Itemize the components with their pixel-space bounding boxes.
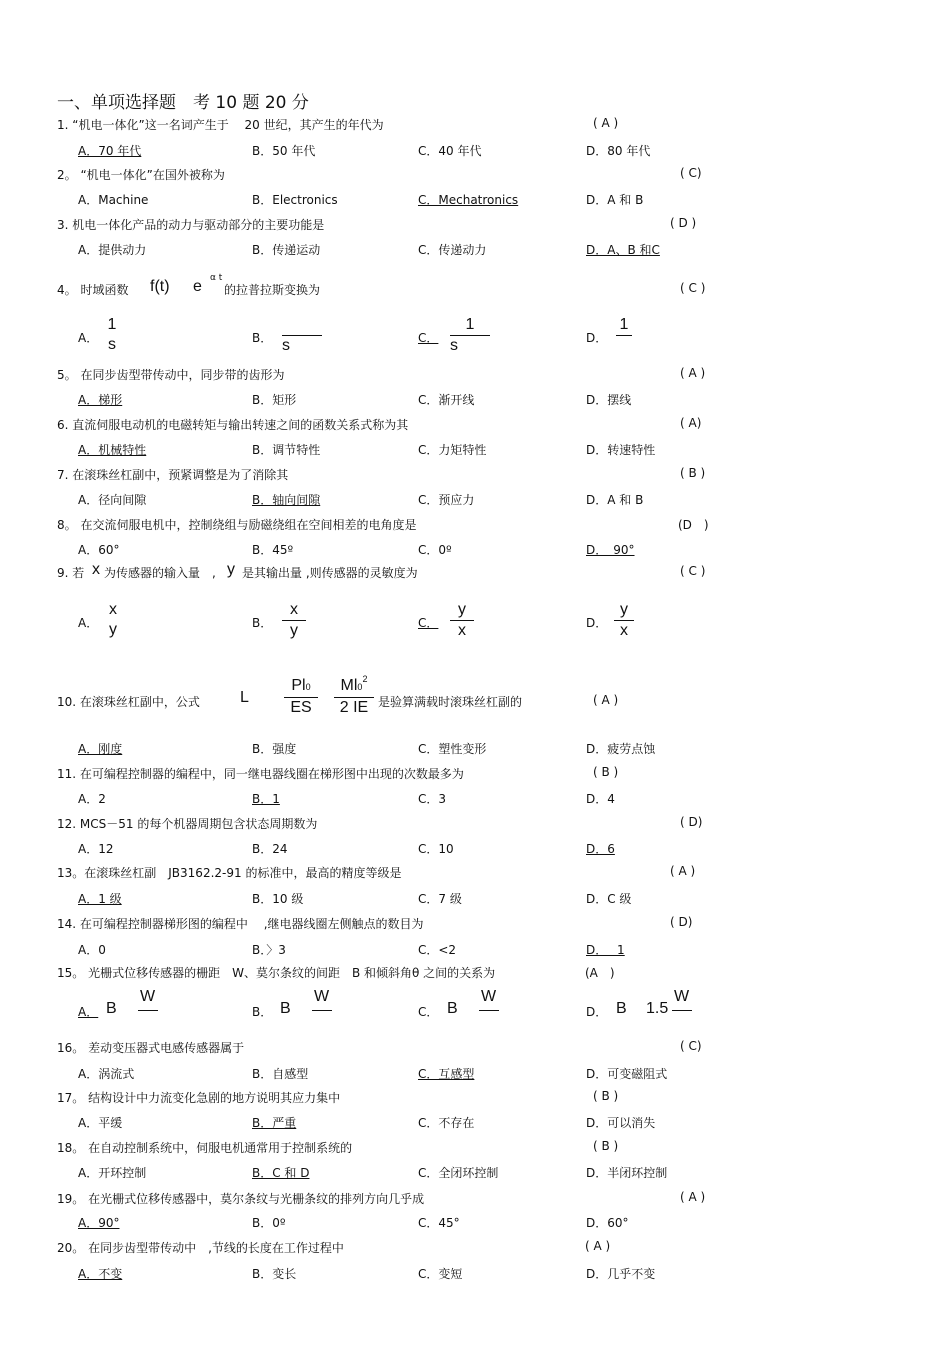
q14-option-b: B．〉3 — [252, 943, 286, 957]
question-9-stem-b: 为传感器的输入量 , — [104, 566, 216, 580]
q5-option-d: D．摆线 — [586, 393, 632, 407]
question-14-answer: ( D) — [670, 915, 693, 929]
question-16-stem: 16。 差动变压器式电感传感器属于 — [57, 1041, 245, 1055]
question-6-answer: ( A) — [680, 416, 702, 430]
q13-option-d: D．C 级 — [586, 892, 632, 906]
question-3-answer: ( D ) — [670, 216, 697, 230]
q9-option-b-fraction: $\frac{x}{y}$ — [282, 600, 306, 641]
q8-option-c: C．0º — [418, 543, 452, 557]
q7-option-c: C．预应力 — [418, 493, 475, 507]
q20-option-b: B．变长 — [252, 1267, 297, 1281]
q7-option-b: B．轴向间隙 — [252, 493, 321, 507]
q6-option-c: C．力矩特性 — [418, 443, 487, 457]
q9-option-c-label: C． — [418, 616, 439, 630]
q15-option-d-W: W — [674, 988, 690, 1005]
q1-option-d: D．80 年代 — [586, 144, 651, 158]
question-1-stem: 1. “机电一体化”这一名词产生于 20 世纪，其产生的年代为 — [57, 118, 384, 132]
q20-option-d: D．几乎不变 — [586, 1267, 656, 1281]
q17-option-b: B．严重 — [252, 1116, 297, 1130]
q1-option-a: A．70 年代 — [78, 144, 142, 158]
q11-option-c: C．3 — [418, 792, 447, 806]
q6-option-d: D．转速特性 — [586, 443, 656, 457]
question-19-answer: ( A ) — [680, 1190, 706, 1204]
q4-option-b-label: B． — [252, 331, 273, 345]
question-14-stem: 14. 在可编程控制器梯形图的编程中 ,继电器线圈左侧触点的数目为 — [57, 917, 424, 931]
q15-option-b-fraction-bar — [312, 1010, 332, 1011]
q10-option-b: B．强度 — [252, 742, 297, 756]
question-19-stem: 19。 在光栅式位移传感器中，莫尔条纹与光栅条纹的排列方向几乎成 — [57, 1192, 425, 1206]
question-9-answer: ( C ) — [680, 564, 706, 578]
q4-option-a-label: A． — [78, 331, 99, 345]
question-13-answer: ( A ) — [670, 864, 696, 878]
q13-option-a: A．1 级 — [78, 892, 122, 906]
q4-option-b-fraction: s — [282, 315, 322, 356]
q17-option-c: C．不存在 — [418, 1116, 475, 1130]
question-9-stem-a: 9. 若 — [57, 566, 85, 580]
q12-option-c: C．10 — [418, 842, 454, 856]
q20-option-a: A．不变 — [78, 1267, 123, 1281]
q11-option-b: B．1 — [252, 792, 280, 806]
q13-option-b: B．10 级 — [252, 892, 304, 906]
q10-option-c: C．塑性变形 — [418, 742, 487, 756]
q15-option-c-label: C． — [418, 1005, 439, 1019]
q3-option-c: C．传递动力 — [418, 243, 487, 257]
q2-option-a: A．Machine — [78, 193, 149, 207]
question-12-stem: 12. MCS－51 的每个机器周期包含状态周期数为 — [57, 817, 318, 831]
question-18-stem: 18。 在自动控制系统中，伺服电机通常用于控制系统的 — [57, 1141, 353, 1155]
q13-option-c: C．7 级 — [418, 892, 462, 906]
question-10-stem-a: 10. 在滚珠丝杠副中，公式 — [57, 695, 200, 709]
q14-option-a: A．0 — [78, 943, 106, 957]
q14-option-d — [586, 941, 625, 958]
q3-option-d: D．A、B 和C — [586, 243, 660, 257]
q4-exponent: α t — [210, 273, 223, 283]
q18-option-c: C．全闭环控制 — [418, 1166, 499, 1180]
q9-option-a-fraction: x y — [109, 601, 117, 638]
q20-option-c: C．变短 — [418, 1267, 463, 1281]
q15-option-d-label: D． — [586, 1005, 608, 1019]
q11-option-a: A．2 — [78, 792, 106, 806]
q3-option-a: A．提供动力 — [78, 243, 147, 257]
q15-option-c-fraction-bar — [479, 1010, 499, 1011]
q15-option-d-coefficient: 1.5 — [646, 1000, 669, 1017]
q1-option-c: C．40 年代 — [418, 144, 482, 158]
q12-option-b: B．24 — [252, 842, 288, 856]
q10-formula-L: L — [240, 689, 249, 706]
question-18-answer: ( B ) — [593, 1139, 619, 1153]
q15-option-a-B: B — [106, 1000, 117, 1017]
question-11-stem: 11. 在可编程控制器的编程中，同一继电器线圈在梯形图中出现的次数最多为 — [57, 767, 464, 781]
q18-option-a: A．开环控制 — [78, 1166, 147, 1180]
q15-option-a-label: A． — [78, 1005, 99, 1019]
q19-option-b: B．0º — [252, 1216, 286, 1230]
q19-option-d: D．60° — [586, 1216, 629, 1230]
question-9-stem-c: 是其输出量 ,则传感器的灵敏度为 — [242, 566, 418, 580]
q15-option-b-label: B． — [252, 1005, 273, 1019]
q9-option-d-fraction: $\frac{y}{x}$ — [614, 600, 634, 641]
q9-option-c-fraction: $\frac{y}{x}$ — [450, 600, 474, 641]
q8-option-d: D． 90° — [586, 543, 635, 557]
q17-option-d: D．可以消失 — [586, 1116, 656, 1130]
question-17-answer: ( B ) — [593, 1089, 619, 1103]
q7-option-a: A．径向间隙 — [78, 493, 147, 507]
section-title: 一、单项选择题 考 10 题 20 分 — [57, 93, 309, 113]
question-2-answer: ( C) — [680, 166, 702, 180]
q8-option-b: B．45º — [252, 543, 294, 557]
q6-option-a: A．机械特性 — [78, 443, 147, 457]
q9-var-x: x — [92, 561, 100, 578]
question-8-answer: (D ) — [678, 518, 709, 532]
q4-option-d-fraction: 1 — [616, 315, 632, 356]
q19-option-a: A．90° — [78, 1216, 120, 1230]
q4-function-f: f(t) — [150, 278, 170, 295]
question-7-answer: ( B ) — [680, 466, 706, 480]
q5-option-a: A．梯形 — [78, 393, 123, 407]
q4-option-c-fraction: $\frac{1}{s}$ — [450, 315, 490, 356]
question-5-stem: 5。 在同步齿型带传动中，同步带的齿形为 — [57, 368, 285, 382]
q12-option-a: A．12 — [78, 842, 114, 856]
q16-option-b: B．自感型 — [252, 1067, 309, 1081]
q14-option-c: C．<2 — [418, 943, 457, 957]
q9-var-y: y — [227, 561, 235, 578]
q4-option-c-label: C． — [418, 331, 439, 345]
q15-option-d-B: B — [616, 1000, 627, 1017]
q15-option-b-B: B — [280, 1000, 291, 1017]
q16-option-c: C．互感型 — [418, 1067, 475, 1081]
q4-option-d-label: D． — [586, 331, 608, 345]
q9-option-d-label: D． — [586, 616, 608, 630]
q1-option-b: B．50 年代 — [252, 144, 316, 158]
question-20-stem: 20。 在同步齿型带传动中 ,节线的长度在工作过程中 — [57, 1241, 344, 1255]
q10-formula-fraction-2: $\frac{Ml0^2}{2 IE}$ — [334, 676, 374, 718]
question-20-answer: ( A ) — [585, 1239, 611, 1253]
question-16-answer: ( C) — [680, 1039, 702, 1053]
question-7-stem: 7. 在滚珠丝杠副中，预紧调整是为了消除其 — [57, 468, 289, 482]
question-13-stem: 13。在滚珠丝杠副 JB3162.2-91 的标准中，最高的精度等级是 — [57, 866, 402, 880]
q12-option-d: D．6 — [586, 842, 615, 856]
q10-option-d: D．疲劳点蚀 — [586, 742, 656, 756]
q15-option-c-W: W — [481, 988, 497, 1005]
question-8-stem: 8。 在交流伺服电机中，控制绕组与励磁绕组在空间相差的电角度是 — [57, 518, 417, 532]
question-10-stem-b: 是验算满载时滚珠丝杠副的 — [378, 695, 523, 709]
q6-option-b: B．调节特性 — [252, 443, 321, 457]
question-12-answer: ( D) — [680, 815, 703, 829]
q5-option-c: C．渐开线 — [418, 393, 475, 407]
q15-option-b-W: W — [314, 988, 330, 1005]
q19-option-c: C．45° — [418, 1216, 460, 1230]
q18-option-d: D．半闭环控制 — [586, 1166, 668, 1180]
q4-exponential-e: e — [193, 278, 202, 295]
q17-option-a: A．平缓 — [78, 1116, 123, 1130]
q10-formula-fraction-1: $\frac{Pl0}{ES}$ — [284, 676, 318, 718]
question-4-answer: ( C ) — [680, 281, 706, 295]
q15-option-a-fraction-bar — [138, 1010, 158, 1011]
q5-option-b: B．矩形 — [252, 393, 297, 407]
question-10-answer: ( A ) — [593, 693, 619, 707]
question-15-stem: 15。 光栅式位移传感器的栅距 W、莫尔条纹的间距 B 和倾斜角θ 之间的关系为 — [57, 966, 496, 980]
question-11-answer: ( B ) — [593, 765, 619, 779]
q7-option-d: D．A 和 B — [586, 493, 644, 507]
question-15-answer: (A ) — [585, 966, 615, 980]
q14-option-d-text: D． 1 — [586, 943, 625, 957]
q15-option-c-B: B — [447, 1000, 458, 1017]
q3-option-b: B．传递运动 — [252, 243, 321, 257]
q15-option-a-W: W — [140, 988, 156, 1005]
question-3-stem: 3. 机电一体化产品的动力与驱动部分的主要功能是 — [57, 218, 325, 232]
q2-option-c: C．Mechatronics — [418, 193, 519, 207]
q2-option-d: D．A 和 B — [586, 193, 644, 207]
question-2-stem: 2。 “机电一体化”在国外被称为 — [57, 168, 225, 182]
question-4-stem-a: 4。 时域函数 — [57, 283, 129, 297]
q15-option-d-fraction-bar — [672, 1010, 692, 1011]
q9-option-b-label: B． — [252, 616, 273, 630]
q16-option-a: A．涡流式 — [78, 1067, 135, 1081]
q8-option-a: A．60° — [78, 543, 120, 557]
q2-option-b: B．Electronics — [252, 193, 338, 207]
q9-option-a-label: A． — [78, 616, 99, 630]
q11-option-d: D．4 — [586, 792, 615, 806]
question-1-answer: ( A ) — [593, 116, 619, 130]
q16-option-d: D．可变磁阻式 — [586, 1067, 668, 1081]
q4-option-a-fraction: 1 s — [107, 316, 117, 353]
q10-option-a: A．刚度 — [78, 742, 123, 756]
question-6-stem: 6. 直流伺服电动机的电磁转矩与输出转速之间的函数关系式称为其 — [57, 418, 409, 432]
q18-option-b: B．C 和 D — [252, 1166, 310, 1180]
question-5-answer: ( A ) — [680, 366, 706, 380]
question-4-stem-b: 的拉普拉斯变换为 — [224, 283, 321, 297]
question-17-stem: 17。 结构设计中力流变化急剧的地方说明其应力集中 — [57, 1091, 341, 1105]
